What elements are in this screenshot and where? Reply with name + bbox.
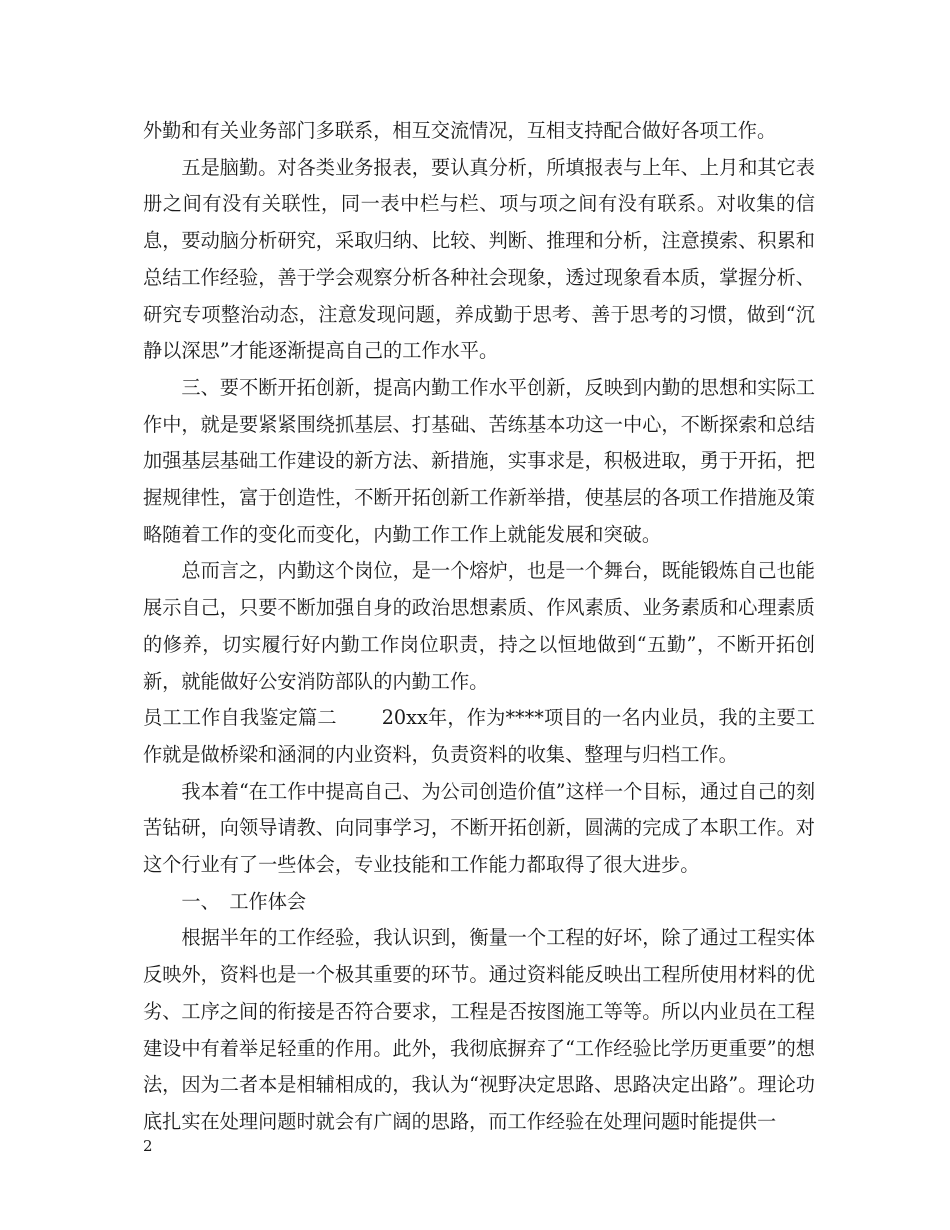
body-text — [143, 113, 815, 1141]
paragraph-3: 三、要不断开拓创新，提高内勤工作水平创新，反映到内勤的思想和实际工作中，就是要紧紧围绕抓基层、打基础、苦练基本功这一中心，不断探索和总结加强基层基础工作建设的新方法、新措施，实事求是，积极进取，勇于开拓，把握规律性，富于创造性，不断开拓创新工作新举措，使基层的各项工作措施及策略随着工作的变化而变化，内勤工作工作上就能发展和突破。 — [143, 375, 815, 546]
paragraph-6: 我本着“在工作中提高自己、为公司创造价值”这样一个目标，通过自己的刻苦钻研，向领导请教、向同事学习，不断开拓创新，圆满的完成了本职工作。对这个行业有了一些体会，专业技能和工作能力都取得了很大进步。 — [143, 779, 816, 877]
section-heading: 一、 工作体会 — [181, 889, 307, 913]
paragraph-1: 外勤和有关业务部门多联系，相互交流情况，互相支持配合做好各项工作。 — [143, 119, 777, 142]
paragraph-8: 根据半年的工作经验，我认识到，衡量一个工程的好坏，除了通过工程实体反映外，资料也是一个极其重要的环节。通过资料能反映出工程所使用材料的优劣、工序之间的衔接是否符合要求，工程是否按图施工等等。所以内业员在工程建设中有着举足轻重的作用。此外，我彻底摒弃了“工作经验比学历更重要”的想法，因为二者本是相辅相成的，我认为“视野决定思路、思路决定出路”。理论功底扎实在处理问题时就会有广阔的思路，而工作经验在处理问题时能提供一 — [143, 926, 815, 1133]
paragraph-5: 员工工作自我鉴定篇二 20xx年，作为****项目的一名内业员，我的主要工作就是做桥梁和涵洞的内业资料，负责资料的收集、整理与归档工作。 — [143, 706, 815, 766]
page-number: 2 — [143, 1137, 153, 1155]
paragraph-2: 五是脑勤。对各类业务报表，要认真分析，所填报表与上年、上月和其它表册之间有没有关联性，同一表中栏与栏、项与项之间有没有联系。对收集的信息，要动脑分析研究，采取归纳、比较、判断、推理和分析，注意摸索、积累和总结工作经验，善于学会观察分析各种社会现象，透过现象看本质，掌握分析、研究专项整治动态，注意发现问题，养成勤于思考、善于思考的习惯，做到“沉静以深思”才能逐渐提高自己的工作水平。 — [143, 155, 815, 363]
paragraph-4: 总而言之，内勤这个岗位，是一个熔炉，也是一个舞台，既能锻炼自己也能展示自己，只要不断加强自身的政治思想素质、作风素质、业务素质和心理素质的修养，切实履行好内勤工作岗位职责，持之以恒地做到“五勤”，不断开拓创新，就能做好公安消防部队的内勤工作。 — [143, 559, 815, 693]
